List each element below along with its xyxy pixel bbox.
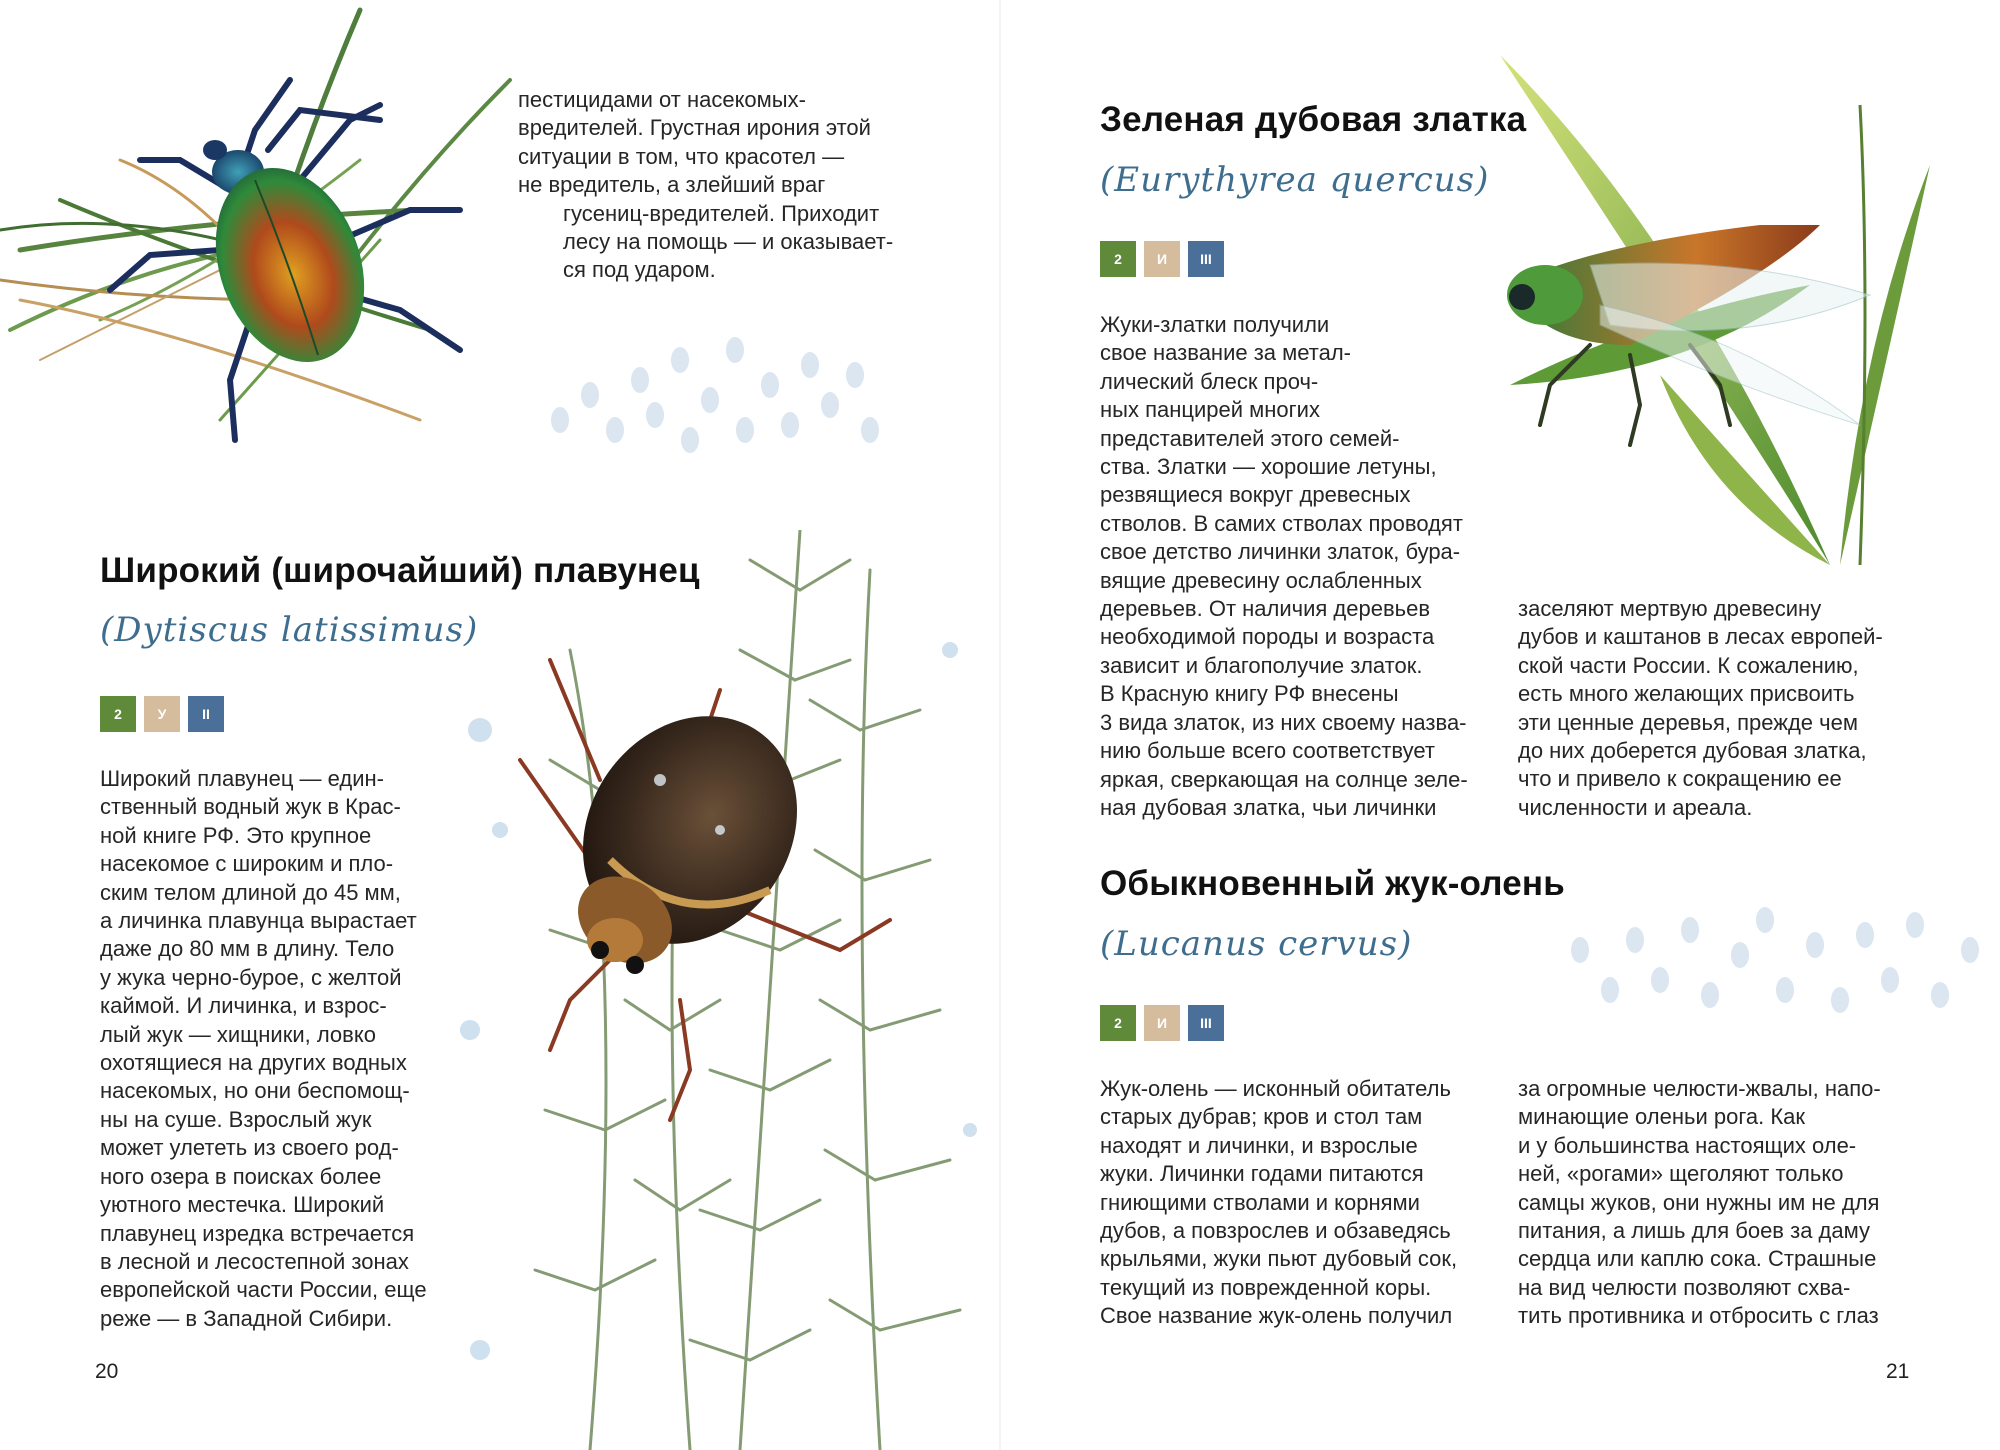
priority-badge: III: [1188, 1005, 1224, 1041]
body-line: свое детство личинки златок, бура-: [1100, 539, 1461, 565]
body-line: и у большинства настоящих оле-: [1518, 1132, 1857, 1158]
body-line: что и привело к сокращению ее: [1518, 766, 1842, 792]
section-title: Зеленая дубовая златка: [1100, 100, 1527, 139]
body-line: численности и ареала.: [1518, 794, 1753, 820]
body-line: самцы жуков, они нужны им не для: [1518, 1189, 1880, 1215]
body-line: лый жук — хищники, ловко: [100, 1021, 376, 1047]
body-line: находят и личинки, и взрослые: [1100, 1132, 1418, 1158]
body-line: Свое название жук-олень получил: [1100, 1303, 1453, 1329]
diving-beetle-illustration: [450, 530, 1000, 1450]
body-line: 3 вида златок, из них своему назва-: [1100, 709, 1467, 735]
body-line: каймой. И личинка, и взрос-: [100, 993, 387, 1019]
body-line: за огромные челюсти-жвалы, напо-: [1518, 1076, 1881, 1101]
body-line: лический блеск проч-: [1100, 368, 1319, 394]
body-line: В Красную книгу РФ внесены: [1100, 681, 1399, 707]
status-badge: И: [1144, 241, 1180, 277]
body-line: Жук-олень — исконный обитатель: [1100, 1076, 1451, 1101]
page-number: 20: [95, 1360, 119, 1383]
body-line: ственный водный жук в Крас-: [100, 794, 401, 820]
body-line: необходимой породы и возраста: [1100, 624, 1435, 650]
body-line: деревьев. От наличия деревьев: [1100, 596, 1431, 622]
body-line: тить противника и отбросить с глаз: [1518, 1303, 1879, 1329]
status-badge: У: [144, 696, 180, 732]
body-line: насекомых, но они беспомощ-: [100, 1078, 410, 1104]
body-line: питания, а лишь для боев за даму: [1518, 1218, 1870, 1244]
body-line: яркая, сверкающая на солнце зеле-: [1100, 766, 1468, 792]
body-line: резвящиеся вокруг древесных: [1100, 482, 1411, 508]
body-line: ного озера в поисках более: [100, 1163, 382, 1189]
continuation-line: вредителей. Грустная ирония этой: [518, 115, 871, 141]
continuation-line: ситуации в том, что красотел —: [518, 143, 845, 169]
category-badge: 2: [100, 696, 136, 732]
priority-badge: II: [188, 696, 224, 732]
category-badge: 2: [1100, 1005, 1136, 1041]
status-badge: И: [1144, 1005, 1180, 1041]
body-line: реже — в Западной Сибири.: [100, 1305, 393, 1331]
body-line: даже до 80 мм в длину. Тело: [100, 936, 395, 962]
continuation-line: лесу на помощь — и оказывает-: [563, 229, 894, 255]
body-line: а личинка плавунца вырастает: [100, 908, 417, 934]
body-line: есть много желающих присвоить: [1518, 681, 1855, 707]
ground-beetle-illustration: [0, 0, 560, 470]
article-body-col2: [1518, 595, 1883, 822]
article-body-col2: [1518, 1075, 1881, 1331]
body-line: крыльями, жуки пьют дубовый сок,: [1100, 1246, 1458, 1272]
body-line: ной книге РФ. Это крупное: [100, 822, 372, 848]
body-line: свое название за метал-: [1100, 340, 1352, 366]
body-line: заселяют мертвую древесину: [1518, 596, 1822, 621]
body-line: старых дубрав; кров и стол там: [1100, 1104, 1423, 1130]
body-line: уютного местечка. Широкий: [100, 1192, 385, 1218]
body-line: плавунец изредка встречается: [100, 1220, 415, 1246]
water-drops-decoration: [1560, 900, 2000, 1040]
body-line: ней, «рогами» щеголяют только: [1518, 1161, 1844, 1187]
body-line: Жуки-златки получили: [1100, 312, 1330, 337]
continuation-line: не вредитель, а злейший враг: [518, 172, 826, 198]
body-line: ны на суше. Взрослый жук: [100, 1106, 372, 1132]
body-line: в лесной и лесостепной зонах: [100, 1248, 409, 1274]
latin-name: (Lucanus cervus): [1100, 924, 1413, 964]
water-drops-decoration: [530, 330, 910, 480]
body-line: гниющими стволами и корнями: [1100, 1189, 1420, 1215]
body-line: ных панцирей многих: [1100, 397, 1320, 423]
body-line: стволов. В самих стволах проводят: [1100, 510, 1463, 536]
body-line: насекомое с широким и пло-: [100, 851, 394, 877]
body-line: Широкий плавунец — един-: [100, 766, 384, 791]
status-badges: [1100, 1005, 1224, 1041]
category-badge: 2: [1100, 241, 1136, 277]
body-line: сердца или каплю сока. Страшные: [1518, 1246, 1877, 1272]
body-line: эти ценные деревья, прежде чем: [1518, 709, 1858, 735]
right-page: [1000, 0, 2000, 1450]
body-line: на вид челюсти позволяют схва-: [1518, 1274, 1851, 1300]
body-line: ской части России. К сожалению,: [1518, 652, 1859, 678]
article-body-col1: [1100, 1075, 1457, 1331]
section-title: Широкий (широчайший) плавунец: [100, 551, 700, 590]
body-line: ским телом длиной до 45 мм,: [100, 879, 401, 905]
body-line: может улететь из своего род-: [100, 1135, 399, 1161]
body-line: вящие древесину ослабленных: [1100, 567, 1422, 593]
body-line: ная дубовая златка, чьи личинки: [1100, 794, 1437, 820]
body-line: зависит и благополучие златок.: [1100, 652, 1423, 678]
status-badges: [100, 696, 224, 732]
continuation-line: гусениц-вредителей. Приходит: [563, 200, 880, 226]
continuation-line: пестицидами от насекомых-: [518, 87, 806, 112]
section-title: Обыкновенный жук-олень: [1100, 864, 1565, 903]
body-line: европейской части России, еще: [100, 1277, 427, 1303]
body-line: до них доберется дубовая златка,: [1518, 738, 1867, 764]
body-line: текущий из поврежденной коры.: [1100, 1274, 1432, 1300]
article-body-col1: [1100, 311, 1468, 822]
body-line: минающие оленьи рога. Как: [1518, 1104, 1806, 1130]
latin-name: (Dytiscus latissimus): [100, 610, 479, 650]
continuation-line: ся под ударом.: [563, 257, 716, 283]
body-line: у жука черно-бурое, с желтой: [100, 964, 402, 990]
body-line: представителей этого семей-: [1100, 425, 1400, 451]
status-badges: [1100, 241, 1224, 277]
body-line: дубов, а повзрослев и обзаведясь: [1100, 1218, 1451, 1244]
body-line: жуки. Личинки годами питаются: [1100, 1161, 1424, 1187]
body-line: дубов и каштанов в лесах европей-: [1518, 624, 1883, 650]
body-line: нию больше всего соответствует: [1100, 738, 1435, 764]
page-number: 21: [1886, 1360, 1910, 1383]
priority-badge: III: [1188, 241, 1224, 277]
continuation-text: [518, 86, 893, 285]
latin-name: (Eurythyrea quercus): [1100, 160, 1490, 200]
body-line: охотящиеся на других водных: [100, 1050, 407, 1076]
body-line: ства. Златки — хорошие летуны,: [1100, 454, 1437, 480]
article-body: [100, 765, 427, 1333]
